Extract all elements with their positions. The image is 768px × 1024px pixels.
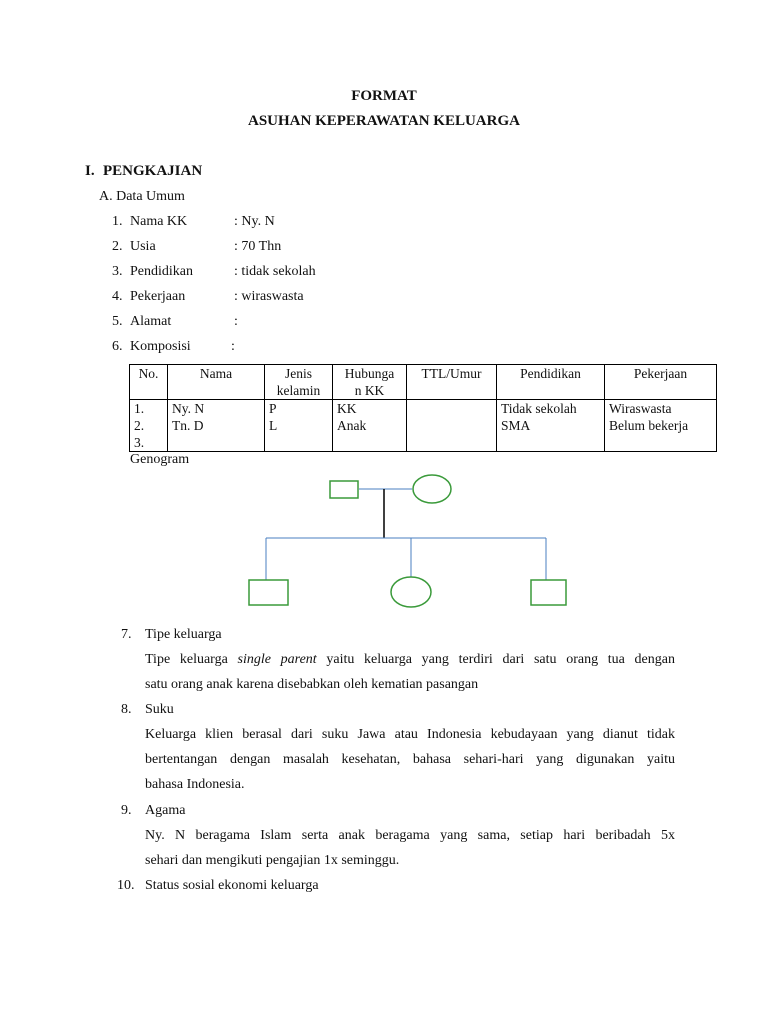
female-parent-symbol — [413, 475, 451, 503]
paragraph-tipe-line2: satu orang anak karena disebabkan oleh kematian pasangan — [145, 677, 479, 692]
male-child-symbol — [249, 580, 288, 605]
section-number: I. — [85, 163, 95, 179]
header-hub-line2: n KK — [354, 383, 385, 398]
item-heading-tipe: Tipe keluarga — [145, 627, 222, 642]
cell-text: 2. — [134, 418, 145, 433]
list-number: 6. — [112, 339, 123, 354]
field-label-pekerjaan: Pekerjaan — [130, 289, 186, 304]
header-jenis-line1: Jenis — [285, 366, 312, 381]
female-child-symbol — [391, 577, 431, 607]
header-ttl-umur: TTL/Umur — [407, 365, 497, 400]
cell-text: L — [269, 418, 278, 433]
subsection-heading: A. Data Umum — [99, 189, 185, 204]
list-number: 1. — [112, 214, 123, 229]
male-parent-symbol — [330, 481, 358, 498]
header-nama: Nama — [168, 365, 265, 400]
cell-text: KK — [337, 401, 357, 416]
cell-text: 1. — [134, 401, 145, 416]
cell-text: Ny. N — [172, 401, 205, 416]
header-no: No. — [130, 365, 168, 400]
header-pendidikan: Pendidikan — [497, 365, 605, 400]
cell-text: SMA — [501, 418, 531, 433]
list-number: 7. — [121, 627, 132, 642]
text-span: Tipe keluarga — [145, 652, 238, 667]
header-pekerjaan: Pekerjaan — [605, 365, 717, 400]
male-child-symbol — [531, 580, 566, 605]
paragraph-agama-line1: Ny. N beragama Islam serta anak beragama yang sama, setiap hari beribadah 5x — [145, 828, 675, 843]
cell-text: Tidak sekolah — [501, 401, 577, 416]
cell-text: Wiraswasta — [609, 401, 672, 416]
list-number: 10. — [117, 878, 135, 893]
field-value-nama-kk: : Ny. N — [234, 214, 275, 229]
cell-text: Belum bekerja — [609, 418, 689, 433]
document-subtitle: ASUHAN KEPERAWATAN KELUARGA — [248, 113, 520, 129]
cell-text: P — [269, 401, 277, 416]
list-number: 3. — [112, 264, 123, 279]
genogram-label: Genogram — [130, 452, 190, 467]
field-label-usia: Usia — [130, 239, 156, 254]
cell-text: Anak — [337, 418, 367, 433]
paragraph-agama-line2: sehari dan mengikuti pengajian 1x seminggu. — [145, 853, 400, 868]
paragraph-suku-line3: bahasa Indonesia. — [145, 777, 245, 792]
header-hub-line1: Hubunga — [344, 366, 395, 381]
paragraph-suku-line2: bertentangan dengan masalah kesehatan, bahasa sehari-hari yang digunakan yaitu — [145, 752, 675, 767]
field-value-komposisi: : — [231, 339, 235, 354]
text-span: yaitu keluarga yang terdiri dari satu orang tua dengan — [316, 652, 675, 667]
document-title: FORMAT — [351, 88, 417, 104]
list-number: 5. — [112, 314, 123, 329]
field-value-pendidikan: : tidak sekolah — [234, 264, 316, 279]
item-heading-agama: Agama — [145, 803, 186, 818]
field-label-pendidikan: Pendidikan — [130, 264, 193, 279]
paragraph-tipe-line1 — [145, 647, 675, 672]
field-label-komposisi: Komposisi — [130, 339, 191, 354]
field-value-pekerjaan: : wiraswasta — [234, 289, 304, 304]
cell-text: 3. — [134, 435, 145, 450]
list-number: 2. — [112, 239, 123, 254]
section-heading: PENGKAJIAN — [103, 163, 203, 179]
paragraph-suku-line1: Keluarga klien berasal dari suku Jawa atau Indonesia kebudayaan yang dianut tidak — [145, 727, 675, 742]
field-value-alamat: : — [234, 314, 238, 329]
item-heading-status: Status sosial ekonomi keluarga — [145, 878, 319, 893]
item-heading-suku: Suku — [145, 702, 174, 717]
header-jenis-line2: kelamin — [276, 383, 321, 398]
italic-term: single parent — [237, 652, 317, 667]
field-label-nama-kk: Nama KK — [130, 214, 188, 229]
list-number: 9. — [121, 803, 132, 818]
cell-text: Tn. D — [172, 418, 204, 433]
list-number: 4. — [112, 289, 123, 304]
field-value-usia: : 70 Thn — [234, 239, 282, 254]
field-label-alamat: Alamat — [130, 314, 172, 329]
list-number: 8. — [121, 702, 132, 717]
